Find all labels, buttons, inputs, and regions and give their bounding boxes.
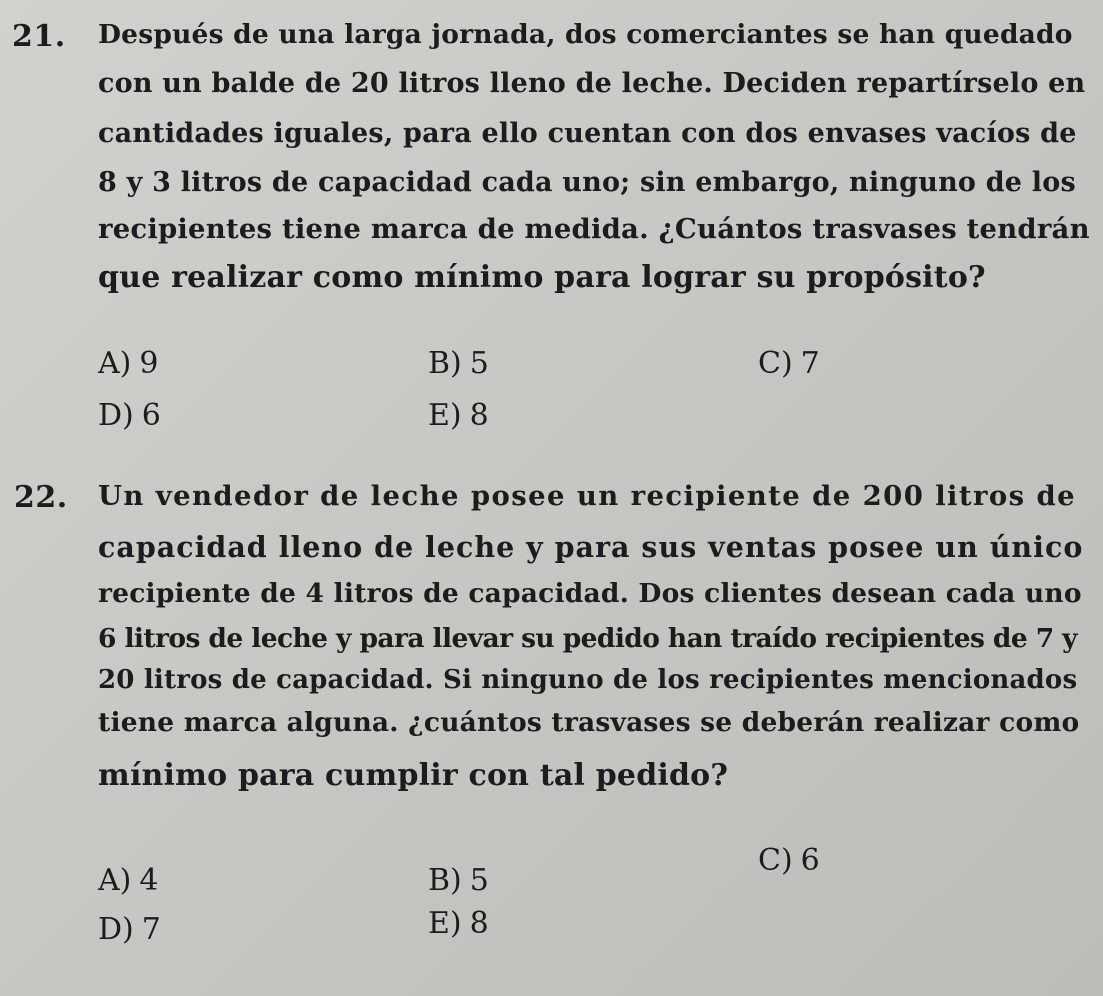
problem-text-line: recipiente de 4 litros de capacidad. Dos clientes desean cada uno — [98, 578, 1082, 609]
option-letter: D) — [98, 398, 134, 433]
option-value: 8 — [469, 906, 489, 941]
problem-text-line: con un balde de 20 litros lleno de leche. Deciden repartírselo en — [98, 68, 1086, 99]
option-letter: A) — [98, 863, 132, 898]
option-letter: D) — [98, 912, 134, 947]
option-e[interactable] — [428, 906, 489, 941]
option-d[interactable] — [98, 912, 161, 947]
option-value: 8 — [469, 398, 489, 433]
option-value: 6 — [800, 843, 820, 878]
option-letter: C) — [758, 346, 793, 381]
option-value: 4 — [139, 863, 159, 898]
option-value: 7 — [141, 912, 161, 947]
option-letter: E) — [428, 398, 462, 433]
option-a[interactable] — [98, 863, 158, 898]
option-b[interactable] — [428, 346, 489, 381]
problem-text-line: Después de una larga jornada, dos comerciantes se han quedado — [98, 19, 1073, 50]
option-b[interactable] — [428, 863, 489, 898]
problem-number: 22. — [14, 480, 68, 515]
option-letter: E) — [428, 906, 462, 941]
option-letter: B) — [428, 346, 462, 381]
option-e[interactable] — [428, 398, 489, 433]
problem-text-line: 8 y 3 litros de capacidad cada uno; sin embargo, ninguno de los — [98, 167, 1076, 198]
option-d[interactable] — [98, 398, 161, 433]
problem-text-line: que realizar como mínimo para lograr su propósito? — [98, 260, 986, 295]
option-value: 7 — [800, 346, 820, 381]
problem-text-line: mínimo para cumplir con tal pedido? — [98, 758, 729, 793]
option-value: 5 — [469, 346, 489, 381]
problem-text-line: 6 litros de leche y para llevar su pedido han traído recipientes de 7 y — [98, 623, 1077, 654]
option-letter: A) — [98, 346, 132, 381]
problem-text-line: Un vendedor de leche posee un recipiente de 200 litros de — [98, 480, 1077, 512]
option-letter: C) — [758, 843, 793, 878]
option-value: 9 — [139, 346, 159, 381]
option-c[interactable] — [758, 843, 820, 878]
option-c[interactable] — [758, 346, 820, 381]
problem-text-line: tiene marca alguna. ¿cuántos trasvases se deberán realizar como — [98, 707, 1080, 738]
problem-text-line: cantidades iguales, para ello cuentan con dos envases vacíos de — [98, 118, 1077, 149]
problem-text-line: 20 litros de capacidad. Si ninguno de los recipientes mencionados — [98, 665, 1078, 695]
option-value: 6 — [141, 398, 161, 433]
problem-number: 21. — [12, 19, 66, 54]
option-a[interactable] — [98, 346, 158, 381]
problem-text-line: capacidad lleno de leche y para sus ventas posee un único — [98, 530, 1084, 564]
option-letter: B) — [428, 863, 462, 898]
problem-text-line: recipientes tiene marca de medida. ¿Cuántos trasvases tendrán — [98, 213, 1090, 245]
option-value: 5 — [469, 863, 489, 898]
